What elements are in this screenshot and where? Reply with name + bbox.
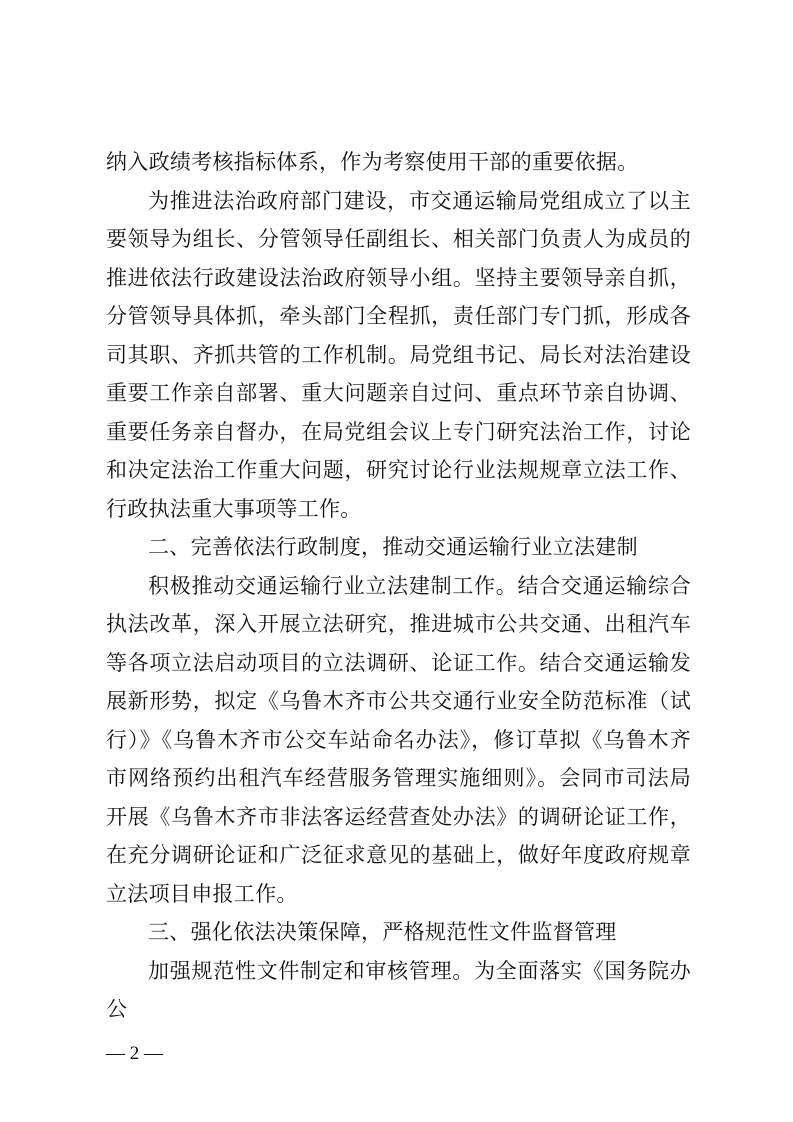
section-heading: 二、完善依法行政制度，推动交通运输行业立法建制: [148, 535, 638, 559]
body-paragraph: 纳入政绩考核指标体系，作为考察使用干部的重要依据。: [106, 150, 639, 174]
paragraph-lead-sentence: 加强规范性文件制定和审核管理。: [148, 958, 475, 983]
section-heading: 三、强化依法决策保障，严格规范性文件监督管理: [148, 920, 617, 944]
body-paragraph: [106, 567, 691, 914]
paragraph-body-text: 结合交通运输综合执法改革，深入开展立法研究，推进城市公共交通、出租汽车等各项立法启动项目的立法调研、论证工作。结合交通运输发展新形势，拟定《乌鲁木齐市公共交通行业安全防范标准（试行）》《乌鲁木齐市公交车站命名办法》，修订草拟《乌鲁木齐市网络预约出租汽车经营服务管理实施细则》。会同市司法局开展《乌鲁木齐市非法客运经营查处办法》的调研论证工作，在充分调研论证和广泛征求意见的基础上，做好年度政府规章立法项目申报工作。: [106, 573, 691, 906]
body-paragraph: 为推进法治政府部门建设，市交通运输局党组成立了以主要领导为组长、分管领导任副组长、相关部门负责人为成员的推进依法行政建设法治政府领导小组。坚持主要领导亲自抓，分管领导具体抓，牵头部门全程抓，责任部门专门抓，形成各司其职、齐抓共管的工作机制。局党组书记、局长对法治建设重要工作亲自部署、重大问题亲自过问、重点环节亲自协调、重要任务亲自督办，在局党组会议上专门研究法治工作，讨论和决定法治工作重大问题，研究讨论行业法规规章立法工作、行政执法重大事项等工作。: [106, 188, 691, 521]
document-body: [106, 143, 691, 1029]
page-number: — 2 —: [106, 1043, 163, 1064]
body-paragraph: [106, 952, 691, 1029]
paragraph-lead-sentence: 积极推动交通运输行业立法建制工作。: [148, 573, 518, 598]
paragraph-body-text: 为全面落实《国务院办公: [106, 958, 691, 1021]
